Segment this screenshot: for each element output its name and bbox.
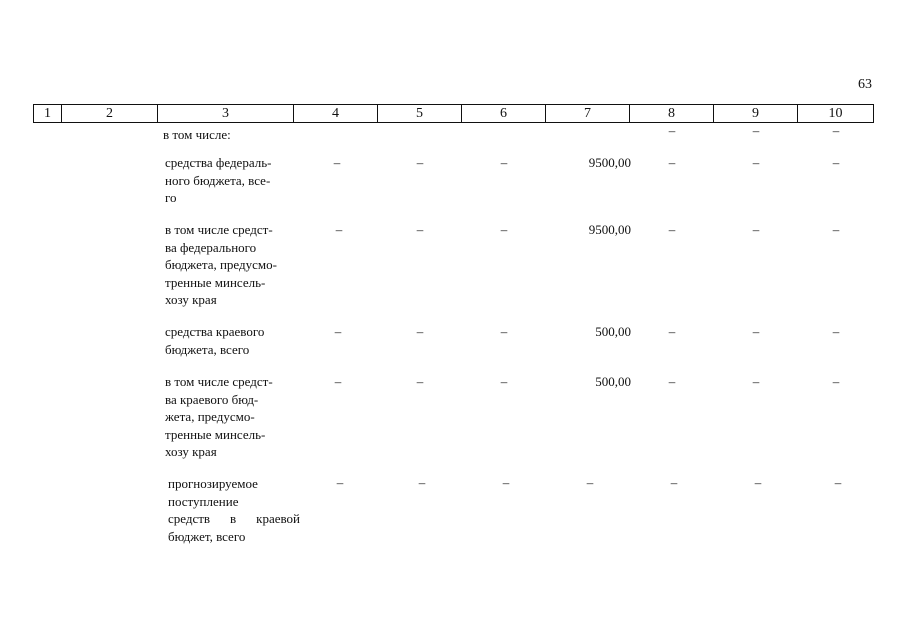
- cell-col-6: –: [500, 155, 508, 170]
- row-label-line: тренные минсель-: [165, 274, 266, 290]
- row-label: [165, 154, 297, 207]
- row-label-line: средства федераль-: [165, 155, 272, 170]
- cell-col-8: –: [668, 155, 676, 170]
- row-label-line: ного бюджета, все-: [165, 172, 271, 188]
- cell-col-9: –: [752, 155, 760, 170]
- cell-col-5: –: [416, 222, 424, 237]
- row-label-line: средств в краевой: [168, 511, 300, 526]
- cell-col-5: –: [418, 475, 426, 490]
- cell-col-6: –: [500, 222, 508, 237]
- row-label-line: тренные минсель-: [165, 426, 266, 442]
- header-col-9: 9: [714, 105, 798, 122]
- page-number: 63: [858, 77, 872, 92]
- cell-col-5: –: [416, 155, 424, 170]
- row-label-line: поступление: [168, 493, 239, 509]
- cell-col-4: –: [334, 374, 342, 389]
- cell-col-8: –: [670, 475, 678, 490]
- header-col-4: 4: [294, 105, 378, 122]
- cell-col-10: –: [834, 475, 842, 490]
- header-col-8: 8: [630, 105, 714, 122]
- row-label: [163, 126, 295, 144]
- row-label-line: ва федерального: [165, 239, 257, 255]
- table-header: [33, 104, 874, 123]
- header-col-7: 7: [546, 105, 630, 122]
- cell-col-9: –: [752, 374, 760, 389]
- row-label-line: в том числе:: [163, 127, 231, 142]
- cell-col-8: –: [668, 374, 676, 389]
- row-label-line: бюджета, всего: [165, 341, 250, 357]
- cell-col-9: –: [752, 123, 760, 138]
- cell-col-5: –: [416, 324, 424, 339]
- row-label: [165, 221, 297, 309]
- row-label-line: бюджета, предусмо-: [165, 257, 277, 272]
- cell-col-7: 500,00: [595, 324, 631, 339]
- row-label-line: средства краевого: [165, 324, 265, 339]
- row-label-line: хозу края: [165, 292, 217, 307]
- row-label-line: в том числе средст-: [165, 374, 273, 389]
- cell-col-10: –: [832, 155, 840, 170]
- row-label-line: бюджет, всего: [168, 528, 246, 544]
- row-label: [168, 475, 300, 545]
- cell-col-8: –: [668, 222, 676, 237]
- cell-col-7: 9500,00: [588, 222, 631, 237]
- cell-col-10: –: [832, 123, 840, 138]
- cell-col-8: –: [668, 324, 676, 339]
- cell-col-4: –: [333, 155, 341, 170]
- row-label-line: жета, предусмо-: [165, 409, 255, 424]
- row-label-line: ва краевого бюд-: [165, 391, 259, 407]
- cell-col-10: –: [832, 374, 840, 389]
- row-label-line: в том числе средст-: [165, 222, 273, 237]
- row-label-line: хозу края: [165, 444, 217, 459]
- header-col-10: 10: [828, 106, 843, 121]
- cell-col-4: –: [336, 475, 344, 490]
- cell-col-7: 9500,00: [588, 155, 631, 170]
- cell-col-6: –: [500, 374, 508, 389]
- row-label-line: го: [165, 190, 177, 205]
- cell-col-5: –: [416, 374, 424, 389]
- cell-col-7: 500,00: [595, 374, 631, 389]
- cell-col-6: –: [500, 324, 508, 339]
- cell-col-6: –: [502, 475, 510, 490]
- header-col-6: 6: [462, 105, 546, 122]
- cell-col-9: –: [752, 324, 760, 339]
- row-label: [165, 323, 297, 358]
- cell-col-4: –: [335, 222, 343, 237]
- cell-col-10: –: [832, 222, 840, 237]
- cell-col-7: –: [586, 475, 594, 490]
- cell-col-4: –: [334, 324, 342, 339]
- header-col-2: 2: [62, 105, 158, 122]
- cell-col-10: –: [832, 324, 840, 339]
- row-label: [165, 373, 297, 461]
- cell-col-8: –: [668, 123, 676, 138]
- header-col-5: 5: [378, 105, 462, 122]
- header-col-1: 1: [34, 105, 62, 122]
- cell-col-9: –: [752, 222, 760, 237]
- cell-col-9: –: [754, 475, 762, 490]
- row-label-line: прогнозируемое: [168, 476, 258, 491]
- header-col-3: 3: [158, 105, 294, 122]
